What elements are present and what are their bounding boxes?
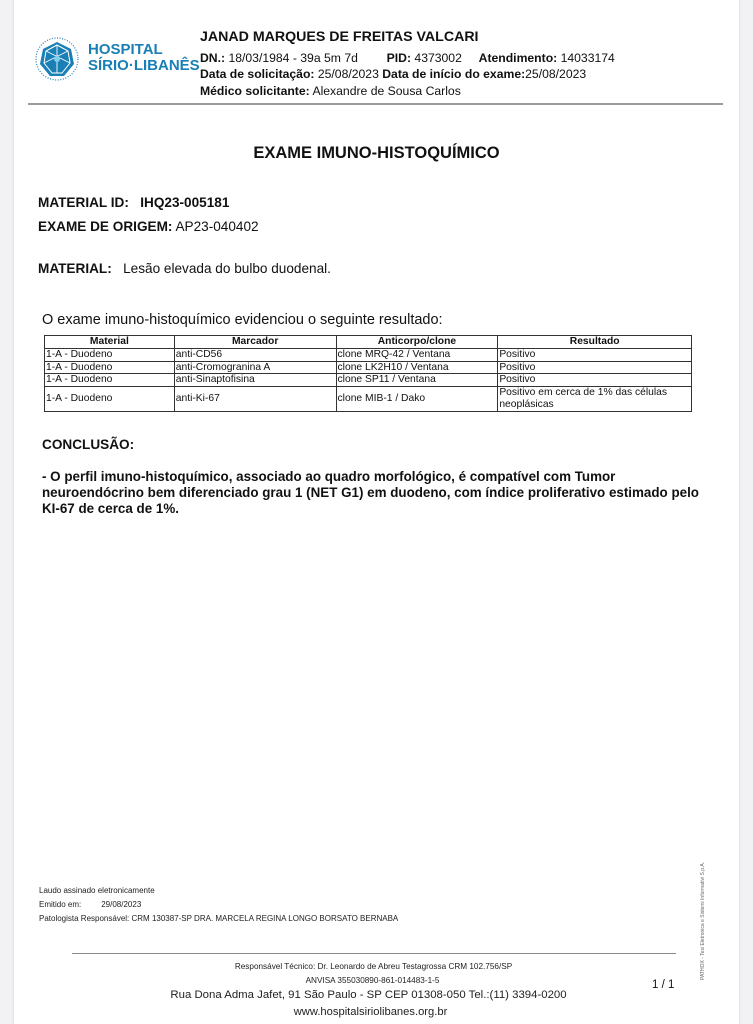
cell-anticorpo: clone MIB-1 / Dako [336,386,498,411]
table-row [45,361,692,374]
cell-anticorpo: clone SP11 / Ventana [336,374,498,387]
cell-material: 1-A - Duodeno [45,386,175,411]
signed-electronically: Laudo assinado eletronicamente [39,886,155,895]
material-field [38,261,331,276]
hospital-logo-text [88,42,200,74]
conclusion-text: - O perfil imuno-histoquímico, associado ao quadro morfológico, é compatível com Tumor neuroendócrino bem diferenciado grau 1 (NET G1) em duodeno, com índice proliferativo estimado pelo KI-67 de cerca de 1%. [42,469,699,516]
emitido-em [39,900,141,909]
results-table [44,335,692,412]
logo-line-2: SÍRIO·LIBANÊS [88,57,200,74]
data-inicio-value: 25/08/2023 [525,67,587,81]
cell-marcador: anti-CD56 [174,349,336,362]
atendimento-value: 14033174 [560,51,615,65]
material-id-value: IHQ23-005181 [140,195,230,210]
cell-resultado: Positivo [498,349,692,362]
table-row [45,349,692,362]
software-credit: PATHOX - Tesi Eletronica e Sistemi Informativi S.p.A. [700,861,706,980]
atendimento-label: Atendimento: [478,51,558,65]
col-header-marcador: Marcador [174,336,336,349]
responsavel-tecnico: Responsável Técnico: Dr. Leonardo de Abreu Testagrossa CRM 102.756/SP [234,962,513,971]
cell-marcador: anti-Sinaptofisina [174,374,336,387]
header-row-dn [200,51,615,65]
emitido-label: Emitido em: [39,900,82,909]
result-intro: O exame imuno-histoquímico evidenciou o seguinte resultado: [42,312,443,328]
exame-origem-field [38,219,259,234]
exame-origem-label: EXAME DE ORIGEM: [38,219,173,234]
material-id-label: MATERIAL ID: [38,195,129,210]
logo-line-1: HOSPITAL [88,41,163,58]
conclusion-heading: CONCLUSÃO: [42,437,135,452]
col-header-material: Material [45,336,175,349]
cell-marcador: anti-Cromogranina A [174,361,336,374]
table-row [45,374,692,387]
patient-name: JANAD MARQUES DE FREITAS VALCARI [200,29,479,45]
dn-label: DN.: [200,51,226,65]
col-header-anticorpo: Anticorpo/clone [336,336,498,349]
header-row-medico [200,84,461,98]
hospital-logo-icon [34,36,80,82]
medico-value: Alexandre de Sousa Carlos [312,84,461,98]
header-row-dates [200,67,586,81]
patologista-responsavel: Patologista Responsável: CRM 130387-SP DRA. MARCELA REGINA LONGO BORSATO BERNABA [39,914,399,923]
hospital-address: Rua Dona Adma Jafet, 91 São Paulo - SP CEP 01308-050 Tel.:(11) 3394-0200 [170,989,567,1001]
hospital-website[interactable]: www.hospitalsiriolibanes.org.br [293,1006,448,1018]
material-value: Lesão elevada do bulbo duodenal. [123,261,331,276]
page-number: 1 / 1 [652,979,675,991]
data-solicitacao-label: Data de solicitação: [200,67,315,81]
medico-label: Médico solicitante: [200,84,310,98]
table-header-row [45,336,692,349]
table-row [45,386,692,411]
anvisa-number: ANVISA 355030890-861-014483-1-5 [305,976,440,985]
header-divider [28,103,723,105]
cell-material: 1-A - Duodeno [45,361,175,374]
pid-label: PID: [386,51,412,65]
data-solicitacao-value: 25/08/2023 [317,67,379,81]
footer-divider [72,953,676,954]
report-title: EXAME IMUNO-HISTOQUÍMICO [253,144,500,162]
cell-resultado: Positivo [498,374,692,387]
cell-marcador: anti-Ki-67 [174,386,336,411]
data-inicio-label: Data de início do exame: [382,67,526,81]
material-id-field [38,195,229,210]
cell-anticorpo: clone LK2H10 / Ventana [336,361,498,374]
cell-anticorpo: clone MRQ-42 / Ventana [336,349,498,362]
exame-origem-value: AP23-040402 [175,219,259,234]
pid-value: 4373002 [414,51,462,65]
cell-material: 1-A - Duodeno [45,374,175,387]
dn-value: 18/03/1984 - 39a 5m 7d [228,51,358,65]
col-header-resultado: Resultado [498,336,692,349]
emitido-value: 29/08/2023 [101,900,142,909]
cell-resultado: Positivo [498,361,692,374]
cell-resultado: Positivo em cerca de 1% das células neoplásicas [498,386,692,411]
material-label: MATERIAL: [38,261,112,276]
cell-material: 1-A - Duodeno [45,349,175,362]
